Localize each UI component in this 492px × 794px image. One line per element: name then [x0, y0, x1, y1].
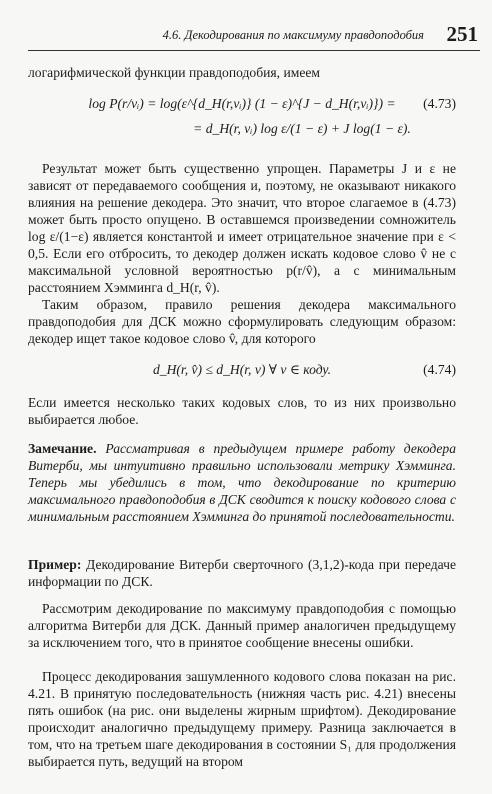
example-heading: Пример: [28, 557, 82, 572]
equation-4-74-number: (4.74) [423, 362, 456, 377]
page-number: 251 [446, 22, 478, 46]
paragraph-multiple-words: Если имеется несколько таких кодовых слов, то из них произвольно выбирается любое. [28, 395, 456, 427]
equation-4-73-number: (4.73) [423, 96, 456, 111]
example-block [28, 556, 456, 590]
paragraph-viterbi-bsc: Рассмотрим декодирование по максимуму правдоподобия с помощью алгоритма Витерби для ДСК. Данный пример аналогичен предыдущему за исключением того, что в принятое сообщение внесены ошибки. [28, 601, 456, 650]
page-header [28, 20, 480, 51]
remark-heading: Замечание. [28, 441, 97, 456]
equation-4-73-expr1: log P(r/vᵢ) = log(ε^{d_H(r,vᵢ)} (1 − ε)^{J − d_H(r,vᵢ)}) = [88, 96, 396, 111]
equation-4-73-line2 [28, 121, 456, 138]
paragraph-intro: логарифмической функции правдоподобия, имеем [28, 65, 321, 80]
paragraph-decision-rule: Таким образом, правило решения декодера максимального правдоподобия для ДСК можно сформулировать следующим образом: декодер ищет такое кодовое слово v̂, для которого [28, 297, 456, 346]
equation-4-73-expr2: = d_H(r, vᵢ) log ε/(1 − ε) + J log(1 − ε). [193, 121, 411, 136]
example-text: Декодирование Витерби сверточного (3,1,2)-кода при передаче информации по ДСК. [28, 557, 456, 589]
equation-4-73-line1 [28, 96, 456, 113]
remark-text: Рассматривая в предыдущем примере работу декодера Витерби, мы интуитивно правильно использовали метрику Хэмминга. Теперь мы убедились в том, что декодирование по критерию максимального правдоподобия в ДСК сводится к поиску кодового слова с минимальным расстоянием Хэмминга до принятой последовательности. [28, 441, 456, 524]
paragraph-decoding-process: Процесс декодирования зашумленного кодового слова показан на рис. 4.21. В принятую последовательность (нижняя часть рис. 4.21) внесены пять ошибок (на рис. они выделены жирным шрифтом). Декодирование происходит аналогично предыдущему примеру. Разница заключается в том, что на третьем шаге декодирования в состоянии S₁ для продолжения выбирается путь, ведущий на втором [28, 669, 456, 769]
running-title: 4.6. Декодирования по максимуму правдоподобия [162, 28, 424, 42]
remark-block [28, 440, 456, 525]
paragraph-simplification: Результат может быть существенно упрощен. Параметры J и ε не зависят от передаваемого сообщения и, поэтому, не оказывают никакого влияния на решение декодера. Это значит, что второе слагаемое в (4.73) может быть просто опущено. В оставшемся произведении сомножитель log ε/(1−ε) является константой и имеет отрицательное значение при ε < 0,5. Если его отбросить, то декодер должен искать кодовое слово v̂ не с максимальной условной вероятностью p(r/v̂), а с минимальным расстоянием Хэмминга d_H(r, v̂). [28, 161, 456, 295]
equation-4-74 [28, 362, 456, 379]
equation-4-74-expr: d_H(r, v̂) ≤ d_H(r, v) ∀ v ∈ коду. [152, 362, 332, 377]
